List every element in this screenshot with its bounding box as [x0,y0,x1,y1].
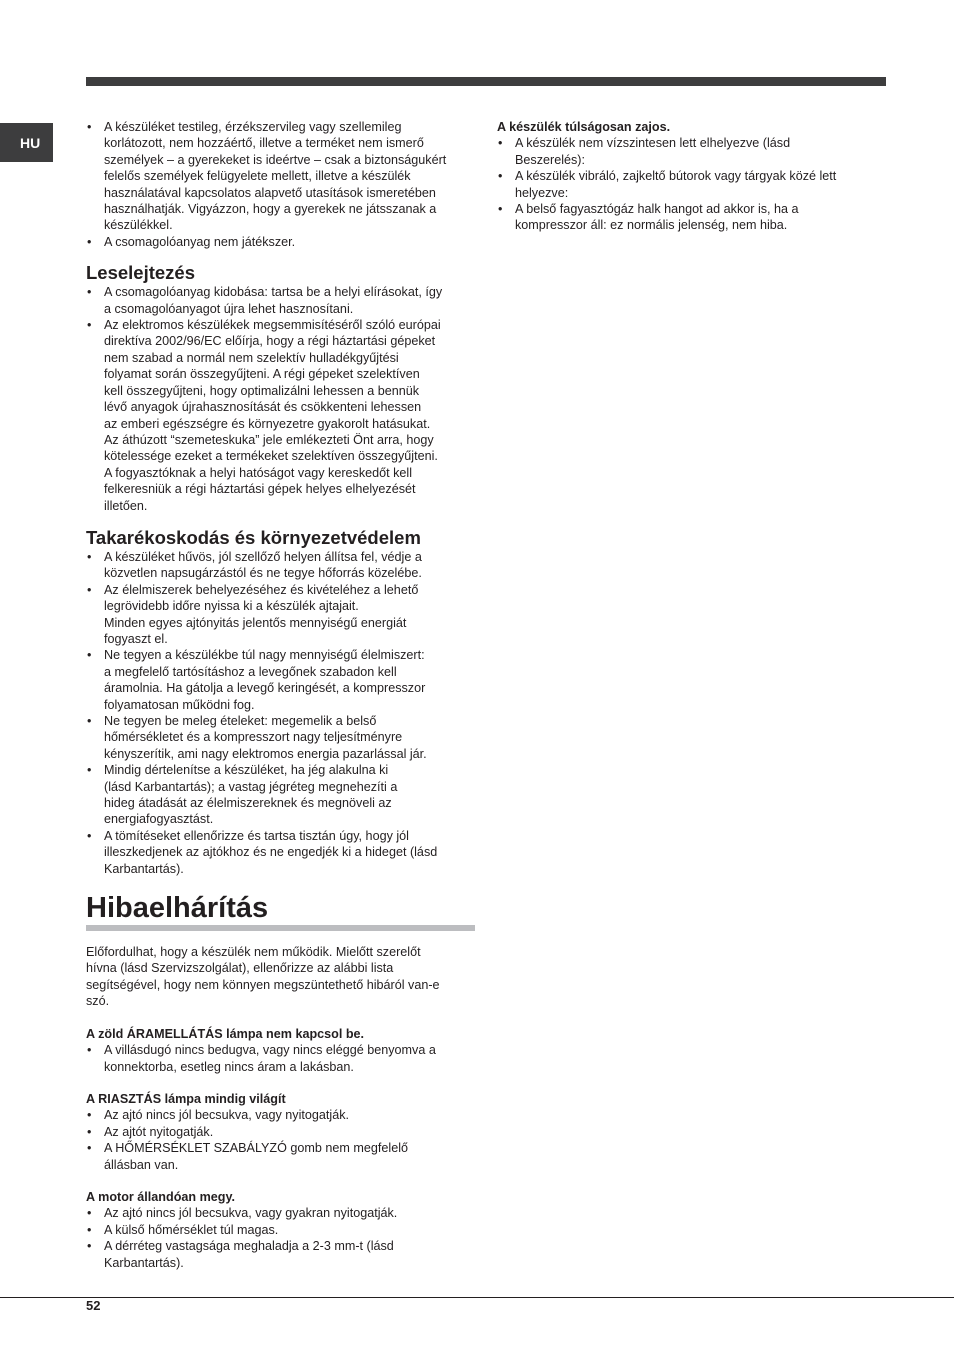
list-item-line: illetően. [104,498,148,513]
bullet-marker: • [87,1124,92,1139]
list-item-line: fogyaszt el. [104,631,168,646]
list-item-line: Az ajtó nincs jól becsukva, vagy gyakran nyitogatják. [104,1206,398,1221]
list-item-line: készülékkel. [104,218,173,233]
troubleshooting-list [86,1107,481,1173]
list-item-line: Ne tegyen a készülékbe túl nagy mennyiségű élelmiszert: [104,648,425,663]
list-item [86,1124,481,1140]
list-item-line: Az elektromos készülékek megsemmisítéséről szóló európai [104,318,441,333]
bullet-marker: • [87,1206,92,1221]
page-number: 52 [86,1298,101,1313]
list-item-line: legrövidebb időre nyissa ki a készülék ajtajait. [104,599,359,614]
left-column [86,119,481,1271]
list-item-line: Az élelmiszerek behelyezéséhez és kivételéhez a lehető [104,582,419,597]
bullet-marker: • [87,648,92,663]
list-item [86,1140,481,1173]
title-underline [86,925,475,931]
list-item-line: Az ajtó nincs jól becsukva, vagy nyitogatják. [104,1108,350,1123]
bullet-marker: • [87,828,92,843]
bullet-marker: • [87,549,92,564]
troubleshooting-heading: A RIASZTÁS lámpa mindig világít [86,1091,286,1106]
list-item-line: Minden egyes ajtónyitás jelentős mennyiségű energiát [104,615,407,630]
intro-list [86,119,481,250]
list-item-line: Az ajtót nyitogatják. [104,1124,214,1139]
list-item-line: A csomagolóanyag nem játékszer. [104,234,296,249]
list-item-line: a csomagolóanyagot újra lehet hasznosítani. [104,301,354,316]
bullet-marker: • [87,234,92,249]
list-item-line: direktíva 2002/96/EC előírja, hogy a régi háztartási gépeket [104,334,436,349]
list-item-line: felkeresniük a régi háztartási gépek helyes elhelyezését [104,482,416,497]
right-column [497,119,877,234]
list-item-line: folyamatosan működni fog. [104,697,255,712]
bullet-marker: • [87,285,92,300]
list-item [86,119,481,234]
list-item-line: hőmérsékletet és a kompresszort nagy teljesítményre [104,730,403,745]
paragraph-line: segítségével, hogy nem könnyen megszüntethető hibáról van-e [86,977,440,992]
list-item [86,1107,481,1123]
list-item-line: Mindig dértelenítse a készüléket, ha jég alakulna ki [104,763,389,778]
list-item [497,135,877,168]
bullet-marker: • [87,582,92,597]
list-item-line: energiafogyasztást. [104,812,214,827]
list-item-line: kötelessége ezeket a termékeket szelektíven összegyűjteni. [104,449,438,464]
language-tab [0,123,53,162]
list-item-line: áramolnia. Ha gátolja a levegő keringését, a kompresszor [104,681,426,696]
list-item-line: A készülék vibráló, zajkeltő bútorok vagy tárgyak közé lett [515,169,837,184]
troubleshooting-heading: A zöld ÁRAMELLÁTÁS lámpa nem kapcsol be. [86,1026,365,1041]
language-code: HU [20,134,41,151]
list-item-line: személyek – a gyerekeket is ideértve – csak a biztonságukért [104,152,447,167]
troubleshooting-heading: A motor állandóan megy. [86,1189,236,1204]
leselejtezes-list [86,284,481,514]
list-item [497,168,877,201]
troubleshooting-sections [86,1026,481,1271]
troubleshooting-list [86,1205,481,1271]
list-item [86,284,481,317]
bullet-marker: • [87,120,92,134]
takarekoskodas-list [86,549,481,877]
list-item-line: A készüléket hűvös, jól szellőző helyen állítsa fel, védje a [104,549,422,564]
noise-heading: A készülék túlságosan zajos. [497,120,671,134]
list-item-line: konnektorba, esetleg nincs áram a lakásban. [104,1059,354,1074]
list-item [86,828,481,877]
paragraph-line: Előfordulhat, hogy a készülék nem működik. Mielőtt szerelőt [86,945,421,960]
list-item-line: nem szabad a normál nem szelektív hulladékgyűjtési [104,350,399,365]
bullet-marker: • [87,763,92,778]
section-title-leselejtezes: Leselejtezés [86,262,196,284]
bullet-marker: • [498,136,503,151]
paragraph-line: hívna (lásd Szervizszolgálat), ellenőrizze az alábbi lista [86,961,394,976]
list-item-line: a megfelelő tartósításhoz a levegőnek szabadon kell [104,664,397,679]
list-item-line: illeszkedjenek az ajtókhoz és ne engedjék ki a hideget (lásd [104,845,438,860]
list-item-line: használhatják. Vigyázzon, hogy a gyerekek ne játsszanak a [104,202,437,217]
list-item-line: használatával kapcsolatos alapvető utasítások ismeretében [104,185,436,200]
bullet-marker: • [87,1239,92,1254]
list-item-line: kell összegyűjteni, hogy optimalizálni lehessen a bennük [104,383,420,398]
list-item-line: A külső hőmérséklet túl magas. [104,1222,279,1237]
list-item-line: A fogyasztóknak a helyi hatóságot vagy kereskedőt kell [104,465,413,480]
list-item [86,582,481,648]
bullet-marker: • [87,1108,92,1123]
list-item-line: Karbantartás). [104,861,184,876]
list-item-line: közvetlen napsugárzástól és ne tegye hőforrás közelébe. [104,566,422,581]
bullet-marker: • [87,1222,92,1237]
troubleshooting-list [86,1042,481,1075]
footer-rule [0,1297,954,1298]
list-item-line: A készülék nem vízszintesen lett elhelyezve (lásd [515,136,791,151]
list-item [86,1222,481,1238]
list-item-line: helyezve: [515,185,569,200]
list-item-line: kompresszor áll: ez normális jelenség, nem hiba. [515,218,788,233]
chapter-title: Hibaelhárítás [86,892,269,925]
list-item-line: A villásdugó nincs bedugva, vagy nincs eléggé benyomva a [104,1043,436,1058]
bullet-marker: • [498,202,503,217]
list-item-line: Ne tegyen be meleg ételeket: megemelik a belső [104,714,377,728]
list-item-line: állásban van. [104,1157,179,1172]
list-item [86,549,481,582]
list-item-line: folyamat során összegyűjteni. A régi gépeket szelektíven [104,367,420,382]
list-item-line: A készüléket testileg, érzékszervileg vagy szellemileg [104,120,402,134]
hibaelharitas-header [86,891,481,931]
list-item-line: A dérréteg vastagsága meghaladja a 2-3 mm-t (lásd [104,1239,394,1254]
list-item-line: kényszerítik, ami nagy elektromos energia pazarlással jár. [104,746,427,761]
list-item [86,647,481,713]
list-item-line: az emberi egészségre és környezetre gyakorolt hatásukat. [104,416,431,431]
paragraph-line: szó. [86,994,110,1009]
list-item-line: A HŐMÉRSÉKLET SZABÁLYZÓ gomb nem megfelelő [104,1141,409,1156]
bullet-marker: • [87,1141,92,1156]
bullet-marker: • [87,714,92,728]
list-item-line: hideg átadását az élelmiszereknek és megnöveli az [104,796,392,811]
list-item-line: A csomagolóanyag kidobása: tartsa be a helyi elírásokat, így [104,285,443,300]
list-item-line: felelős személyek felügyelete mellett, illetve a készülék [104,169,411,184]
bullet-marker: • [87,318,92,333]
list-item [86,713,481,762]
header-bar [86,77,886,86]
section-title-takarekoskodas: Takarékoskodás és környezetvédelem [86,526,421,548]
list-item-line: lévő anyagok újrahasznosítását és csökkenteni lehessen [104,400,422,415]
list-item-line: korlátozott, nem hozzáértő, illetve a terméket nem ismerő [104,136,424,151]
list-item [86,1205,481,1221]
bullet-marker: • [498,169,503,184]
list-item [86,1042,481,1075]
list-item-line: Az áthúzott “szemeteskuka” jele emlékezteti Önt arra, hogy [104,432,434,447]
list-item-line: A tömítéseket ellenőrizze és tartsa tisztán úgy, hogy jól [104,828,409,843]
list-item [497,201,877,234]
list-item [86,762,481,828]
hibaelharitas-intro [86,944,481,1010]
list-item-line: (lásd Karbantartás); a vastag jégréteg megnehezíti a [104,779,398,794]
list-item [86,317,481,514]
bullet-marker: • [87,1043,92,1058]
list-item-line: A belső fagyasztógáz halk hangot ad akkor is, ha a [515,202,799,217]
list-item [86,1238,481,1271]
list-item [86,234,481,250]
list-item-line: Beszerelés): [515,152,585,167]
list-item-line: Karbantartás). [104,1255,184,1270]
noise-list [497,135,877,233]
